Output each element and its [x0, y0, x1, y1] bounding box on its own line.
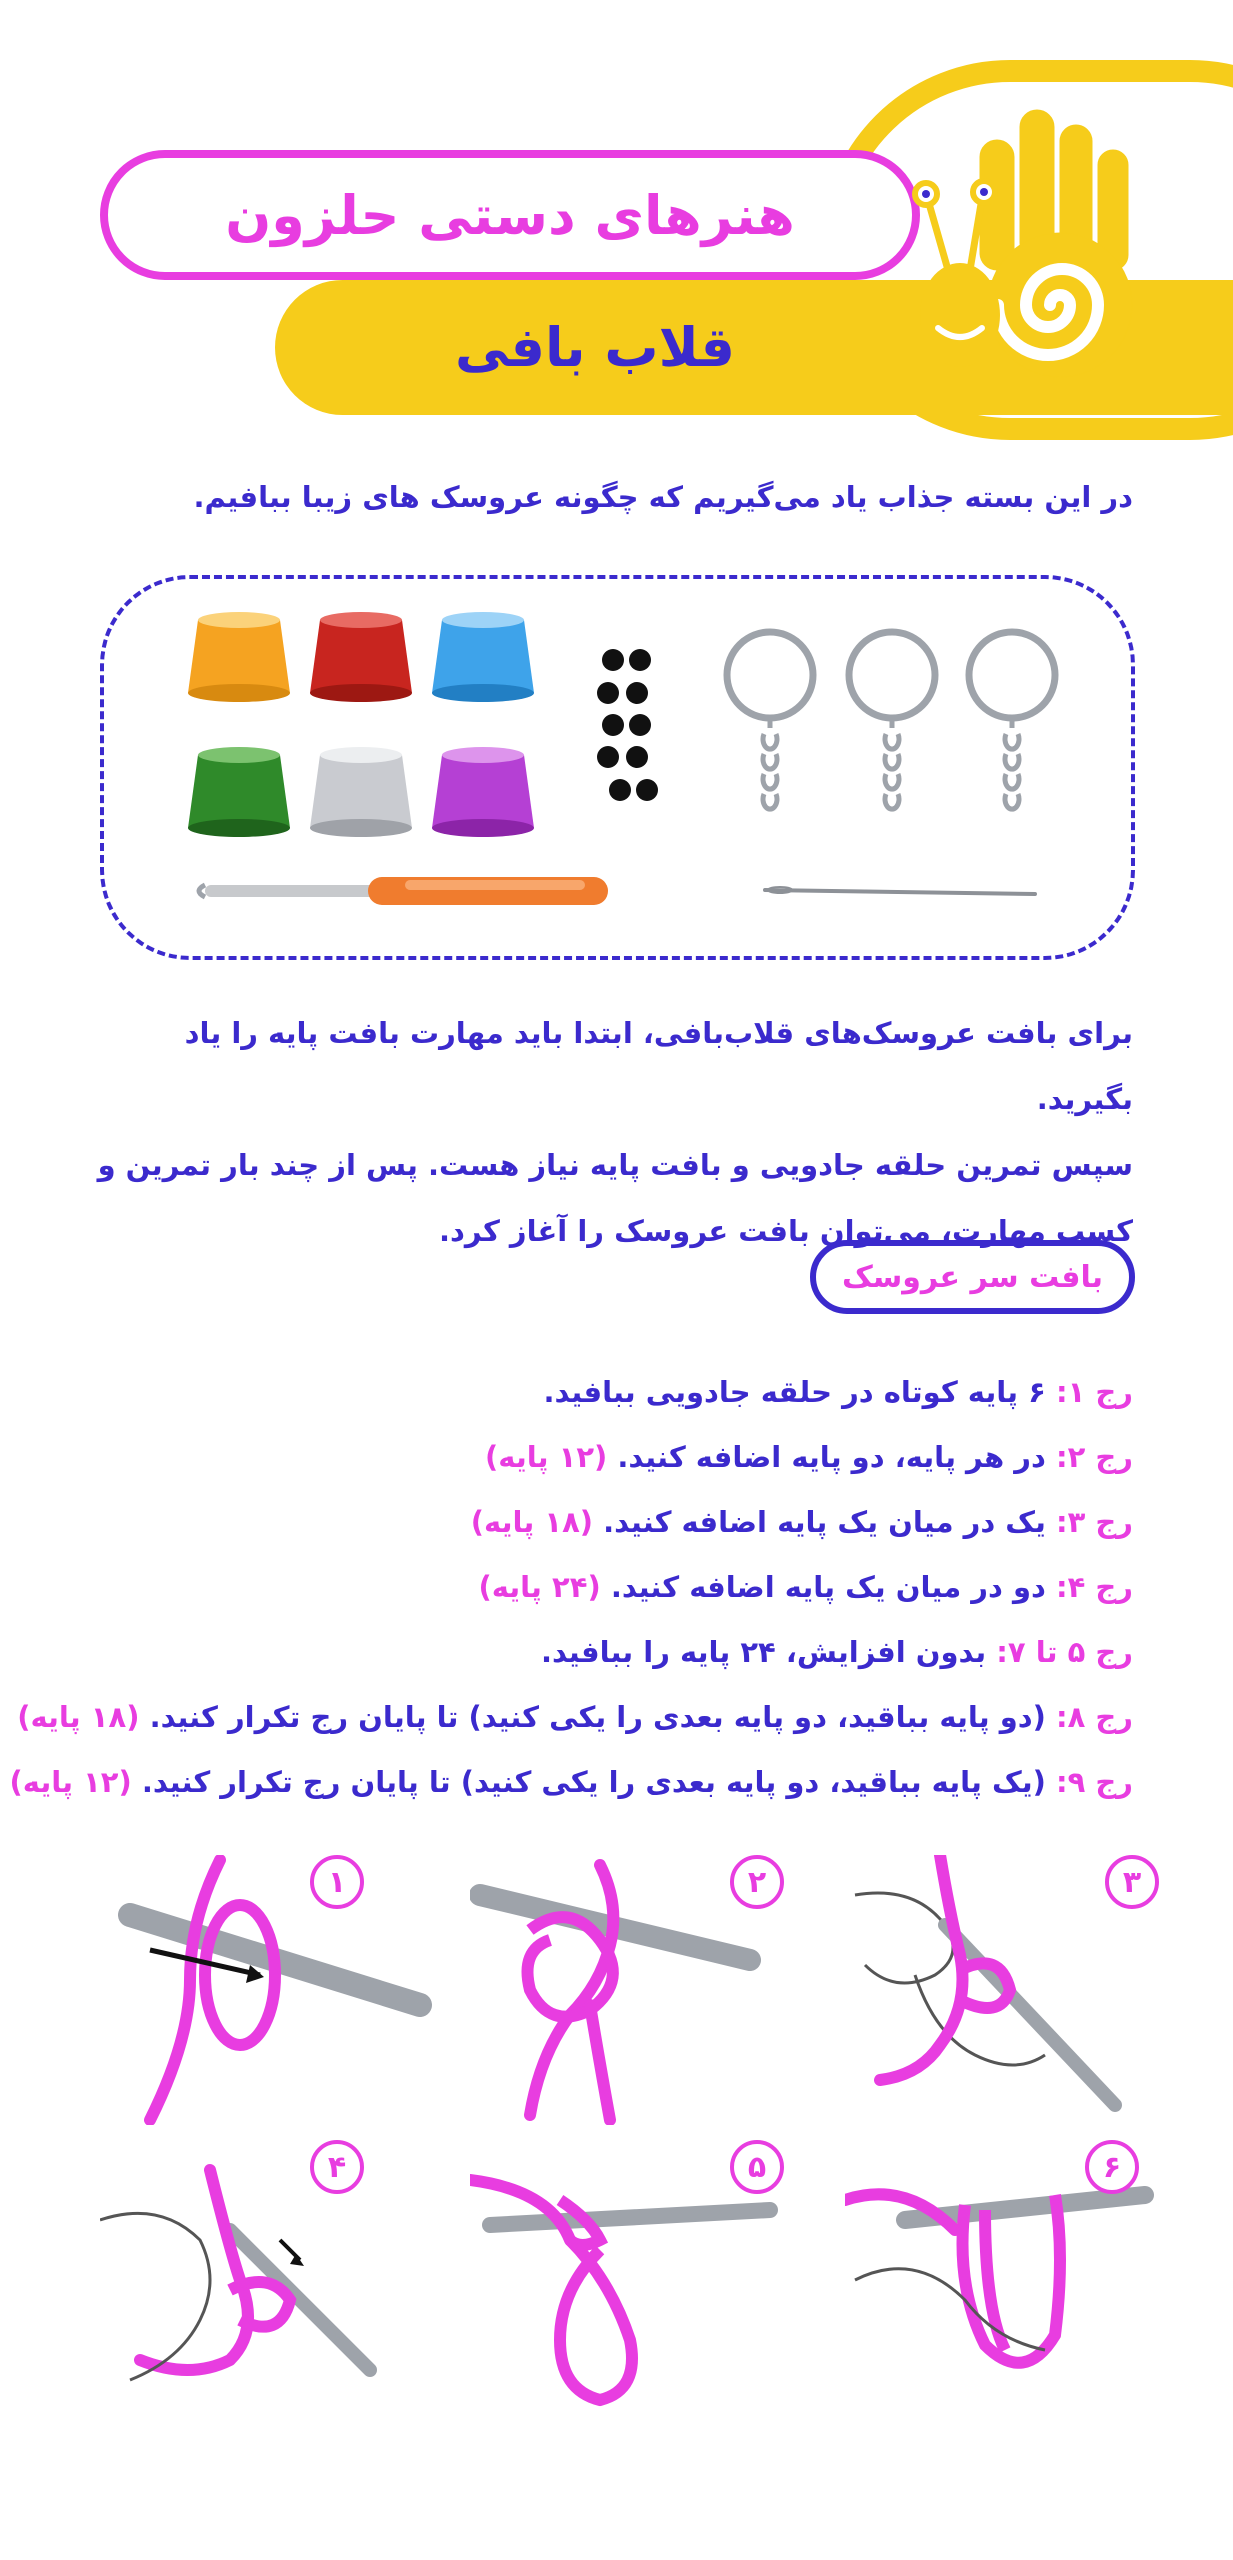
row-count: (۲۴ پایه): [478, 1570, 611, 1604]
row-text: ۶ پایه کوتاه در حلقه جادویی ببافید.: [543, 1375, 1056, 1409]
crochet-hook-icon: [199, 877, 608, 905]
row-item: [9, 1750, 1133, 1815]
row-text: بدون افزایش، ۲۴ پایه را ببافید.: [540, 1635, 997, 1669]
snail-hand-logo-icon: [900, 90, 1160, 390]
yarn-over-illustration: [100, 2140, 440, 2410]
keychain-rings-icon: [727, 632, 1055, 809]
paragraph-line: کسب مهارت، می‌توان بافت عروسک را آغاز کرد.: [439, 1214, 1133, 1248]
row-count: (۱۲ پایه): [485, 1440, 618, 1474]
page-title: قلاب بافی: [455, 316, 735, 379]
row-label: رج ۹:: [1055, 1765, 1133, 1799]
yarn-gray-icon: [310, 747, 412, 837]
step-number: ۴: [310, 2140, 364, 2194]
intro-text: در این بسته جذاب یاد می‌گیریم که چگونه عروسک های زیبا ببافیم.: [193, 480, 1133, 514]
row-label: رج ۳:: [1055, 1505, 1133, 1539]
instructions-paragraph: [93, 1000, 1133, 1264]
paragraph-line: سپس تمرین حلقه جادویی و بافت پایه نیاز هست. پس از چند بار تمرین و: [97, 1148, 1133, 1182]
materials-illustration: [100, 575, 1135, 960]
row-label: رج ۱:: [1055, 1375, 1133, 1409]
row-text: (یک پایه بباقید، دو پایه بعدی را یکی کنید) تا پایان رج تکرار کنید.: [141, 1765, 1056, 1799]
safety-eyes-icon: [597, 649, 658, 801]
row-label: رج ۴:: [1055, 1570, 1133, 1604]
step-1-diagram: [100, 1855, 440, 2125]
row-instructions: [9, 1360, 1133, 1815]
step-2-diagram: [470, 1855, 810, 2125]
yarn-purple-icon: [432, 747, 534, 837]
paragraph-line: برای بافت عروسک‌های قلاب‌بافی، ابتدا باید مهارت بافت پایه را یاد بگیرید.: [184, 1016, 1133, 1116]
yarn-blue-icon: [432, 612, 534, 702]
row-text: (دو پایه بباقید، دو پایه بعدی را یکی کنید) تا پایان رج تکرار کنید.: [149, 1700, 1056, 1734]
row-label: رج ۲:: [1055, 1440, 1133, 1474]
row-text: دو در میان یک پایه اضافه کنید.: [610, 1570, 1056, 1604]
hook-insert-illustration: [100, 1855, 440, 2125]
brand-title: هنرهای دستی حلزون: [225, 183, 795, 247]
row-item: [23, 1490, 1133, 1555]
sewing-needle-icon: [765, 887, 1035, 894]
row-item: [23, 1425, 1133, 1490]
row-item: [23, 1555, 1133, 1620]
row-text: یک در میان یک پایه اضافه کنید.: [603, 1505, 1056, 1539]
yarn-orange-icon: [188, 612, 290, 702]
step-3-diagram: [845, 1855, 1185, 2125]
yarn-red-icon: [310, 612, 412, 702]
row-label: رج ۵ تا ۷:: [996, 1635, 1133, 1669]
step-5-diagram: [470, 2140, 810, 2410]
section-title: بافت سر عروسک: [810, 1240, 1135, 1314]
step-number: ۳: [1105, 1855, 1159, 1909]
step-4-diagram: [100, 2140, 440, 2410]
step-number: ۱: [310, 1855, 364, 1909]
step-6-diagram: [845, 2140, 1185, 2410]
row-item: [23, 1360, 1133, 1425]
row-count: (۱۸ پایه): [17, 1700, 150, 1734]
step-number: ۶: [1085, 2140, 1139, 2194]
row-count: (۱۲ پایه): [9, 1765, 142, 1799]
row-item: [17, 1685, 1133, 1750]
row-count: (۱۸ پایه): [470, 1505, 604, 1539]
row-item: [23, 1620, 1133, 1685]
row-text: در هر پایه، دو پایه اضافه کنید.: [617, 1440, 1056, 1474]
step-number: ۵: [730, 2140, 784, 2194]
row-label: رج ۸:: [1055, 1700, 1133, 1734]
yarn-green-icon: [188, 747, 290, 837]
step-number: ۲: [730, 1855, 784, 1909]
